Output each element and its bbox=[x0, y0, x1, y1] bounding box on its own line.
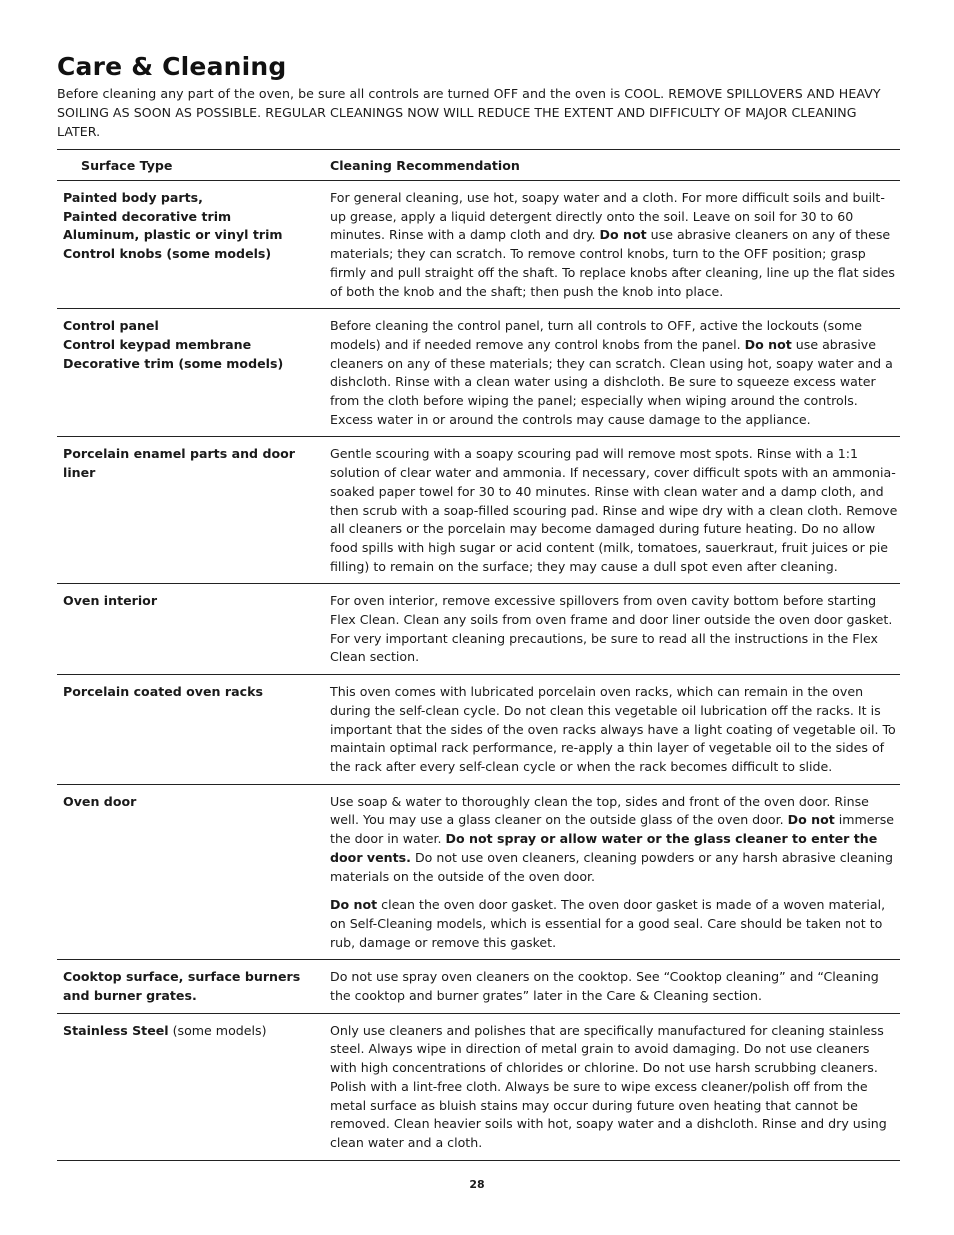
text-run: Use soap & water to thoroughly clean the top, sides and front of the oven door. Rinse well. You may use a glass cleaner on the outside glass of the oven door. bbox=[330, 793, 869, 828]
surface-line: Aluminum, plastic or vinyl trim bbox=[63, 227, 283, 243]
emphasis-text: Do not bbox=[787, 812, 835, 828]
table-row bbox=[57, 785, 900, 961]
surface-line: liner bbox=[63, 465, 96, 481]
surface-line: Stainless Steel bbox=[63, 1022, 169, 1038]
emphasis-text: Do not spray or allow water or the glass cleaner to enter the door vents. bbox=[330, 831, 878, 865]
surface-line: Control keypad membrane bbox=[63, 336, 252, 352]
table-row bbox=[57, 960, 900, 1013]
text-run: use abrasive cleaners on any of these materials; they can scratch. To remove control knobs, turn to the OFF position; grasp firmly and pull straight off the shaft. To replace knobs after cleaning, line up the flat sides of both the knob and the shaft; then push the knob into place. bbox=[330, 227, 895, 299]
surface-cell bbox=[57, 317, 330, 429]
surface-cell bbox=[57, 1022, 330, 1153]
recommendation-text: This oven comes with lubricated porcelain oven racks, which can remain in the oven during the self-clean cycle. Do not clean this vegetable oil lubrication off the racks. It is important that the sides of the oven racks always have a light coating of vegetable oil. To maintain optimal rack performance, re-apply a thin layer of vegetable oil to the sides of the rack after every self-clean cycle or when the rack becomes difficult to slide. bbox=[330, 684, 896, 774]
surface-line: Control knobs (some models) bbox=[63, 246, 272, 262]
surface-line: Decorative trim (some models) bbox=[63, 355, 284, 371]
surface-cell bbox=[57, 683, 330, 777]
surface-line: Oven door bbox=[63, 793, 137, 809]
table-header bbox=[57, 150, 900, 181]
text-run: Do not use oven cleaners, cleaning powders or any harsh abrasive cleaning materials on the outside of the oven door. bbox=[330, 849, 894, 884]
surface-cell bbox=[57, 592, 330, 667]
surface-line: Porcelain enamel parts and door bbox=[63, 446, 295, 462]
text-run: use abrasive cleaners on any of these materials; they can scratch. Clean using hot, soapy water and a dishcloth. Rinse with a clean water using a dishcloth. Be sure to squeeze excess water from the cloth before wiping the panel; especially when wiping around the controls. Excess water in or around the controls may cause damage to the appliance. bbox=[330, 336, 893, 427]
recommendation-cell bbox=[330, 793, 898, 953]
recommendation-text: Only use cleaners and polishes that are specifically manufactured for cleaning stainless steel. Always wipe in direction of metal grain to avoid damaging. Do not use cleaners with high concentrations of chlorides or chlorine. Do not use harsh scrubbing cleaners. Polish with a lint-free cloth. Always be sure to wipe excess cleaner/polish off from the metal surface as bluish stains may occur during future oven heating that cannot be removed. Clean heavier soils with hot, soapy water and a dishcloth. Rinse and dry using clean water and a cloth. bbox=[330, 1022, 887, 1150]
recommendation-text bbox=[330, 793, 898, 887]
surface-line: Painted decorative trim bbox=[63, 208, 232, 224]
recommendation-cell bbox=[330, 683, 898, 777]
recommendation-text bbox=[330, 317, 898, 429]
surface-note: (some models) bbox=[168, 1022, 267, 1038]
intro-text: Before cleaning any part of the oven, be sure all controls are turned OFF and the oven is COOL. REMOVE SPILLOVERS AND HEAVY SOILING AS SOON AS POSSIBLE. REGULAR CLEANINGS NOW WILL REDUCE THE EXTENT AND DIFFICULTY OF MAJOR CLEANING LATER. bbox=[57, 86, 881, 139]
surface-line: Control panel bbox=[63, 318, 159, 334]
emphasis-text: Do not bbox=[330, 897, 378, 913]
text-run: clean the oven door gasket. The oven door gasket is made of a woven material, on Self-Cleaning models, which is essential for a good seal. Care should be taken not to rub, damage or remove this gasket. bbox=[330, 897, 886, 950]
table-row bbox=[57, 675, 900, 785]
recommendation-text: Gentle scouring with a soapy scouring pad will remove most spots. Rinse with a 1:1 solution of clear water and ammonia. If necessary, cover difficult spots with an ammonia-soaked paper towel for 30 to 40 minutes. Rinse with clean water and a damp cloth, and then scrub with a soap-filled scouring pad. Rinse and wipe dry with a clean cloth. Remove all cleaners or the porcelain may become damaged during future heating. Do no allow food spills with high sugar or acid content (milk, tomatoes, sauerkraut, fruit juices or pie filling) to remain on the surface; they may cause a dull spot even after cleaning. bbox=[330, 446, 898, 574]
recommendation-cell bbox=[330, 968, 898, 1005]
header-surface-type: Surface Type bbox=[81, 157, 173, 173]
surface-line: Porcelain coated oven racks bbox=[63, 684, 263, 700]
table-row bbox=[57, 584, 900, 675]
table-row bbox=[57, 1014, 900, 1161]
emphasis-text: Do not bbox=[744, 336, 792, 352]
recommendation-cell bbox=[330, 317, 898, 429]
recommendation-cell bbox=[330, 1022, 898, 1153]
surface-line: and burner grates. bbox=[63, 988, 197, 1004]
surface-cell bbox=[57, 445, 330, 576]
cleaning-table bbox=[57, 149, 900, 1161]
surface-cell bbox=[57, 189, 330, 301]
table-row bbox=[57, 437, 900, 584]
surface-line: Oven interior bbox=[63, 593, 158, 609]
recommendation-text: For oven interior, remove excessive spillovers from oven cavity bottom before starting Flex Clean. Clean any soils from oven frame and door liner outside the oven door gasket. For very important cleaning precautions, be sure to read all the instructions in the Flex Clean section. bbox=[330, 593, 893, 665]
surface-line: Painted body parts, bbox=[63, 190, 203, 205]
table-row bbox=[57, 181, 900, 309]
surface-cell bbox=[57, 793, 330, 953]
text-run: For general cleaning, use hot, soapy water and a cloth. For more difficult soils and built-up grease, apply a liquid detergent directly onto the soil. Leave on soil for 30 to 60 minutes. Rinse with a damp cloth and dry. bbox=[330, 190, 885, 243]
text-run: immerse the door in water. bbox=[330, 812, 895, 847]
page bbox=[57, 50, 900, 1161]
page-number: 28 bbox=[469, 1178, 485, 1191]
recommendation-text: Do not use spray oven cleaners on the cooktop. See “Cooktop cleaning” and “Cleaning the cooktop and burner grates” later in the Care & Cleaning section. bbox=[330, 969, 879, 1004]
text-run: Before cleaning the control panel, turn all controls to OFF, active the lockouts (some models) and if needed remove any control knobs from the panel. bbox=[330, 318, 862, 352]
surface-line: Cooktop surface, surface burners bbox=[63, 969, 301, 985]
recommendation-text bbox=[330, 189, 898, 301]
recommendation-text bbox=[330, 896, 898, 952]
surface-cell bbox=[57, 968, 330, 1005]
header-cleaning-recommendation: Cleaning Recommendation bbox=[330, 157, 520, 173]
recommendation-cell bbox=[330, 189, 898, 301]
table-row bbox=[57, 309, 900, 437]
emphasis-text: Do not bbox=[599, 227, 647, 243]
page-title: Care & Cleaning bbox=[57, 52, 287, 81]
recommendation-cell bbox=[330, 445, 898, 576]
recommendation-cell bbox=[330, 592, 898, 667]
